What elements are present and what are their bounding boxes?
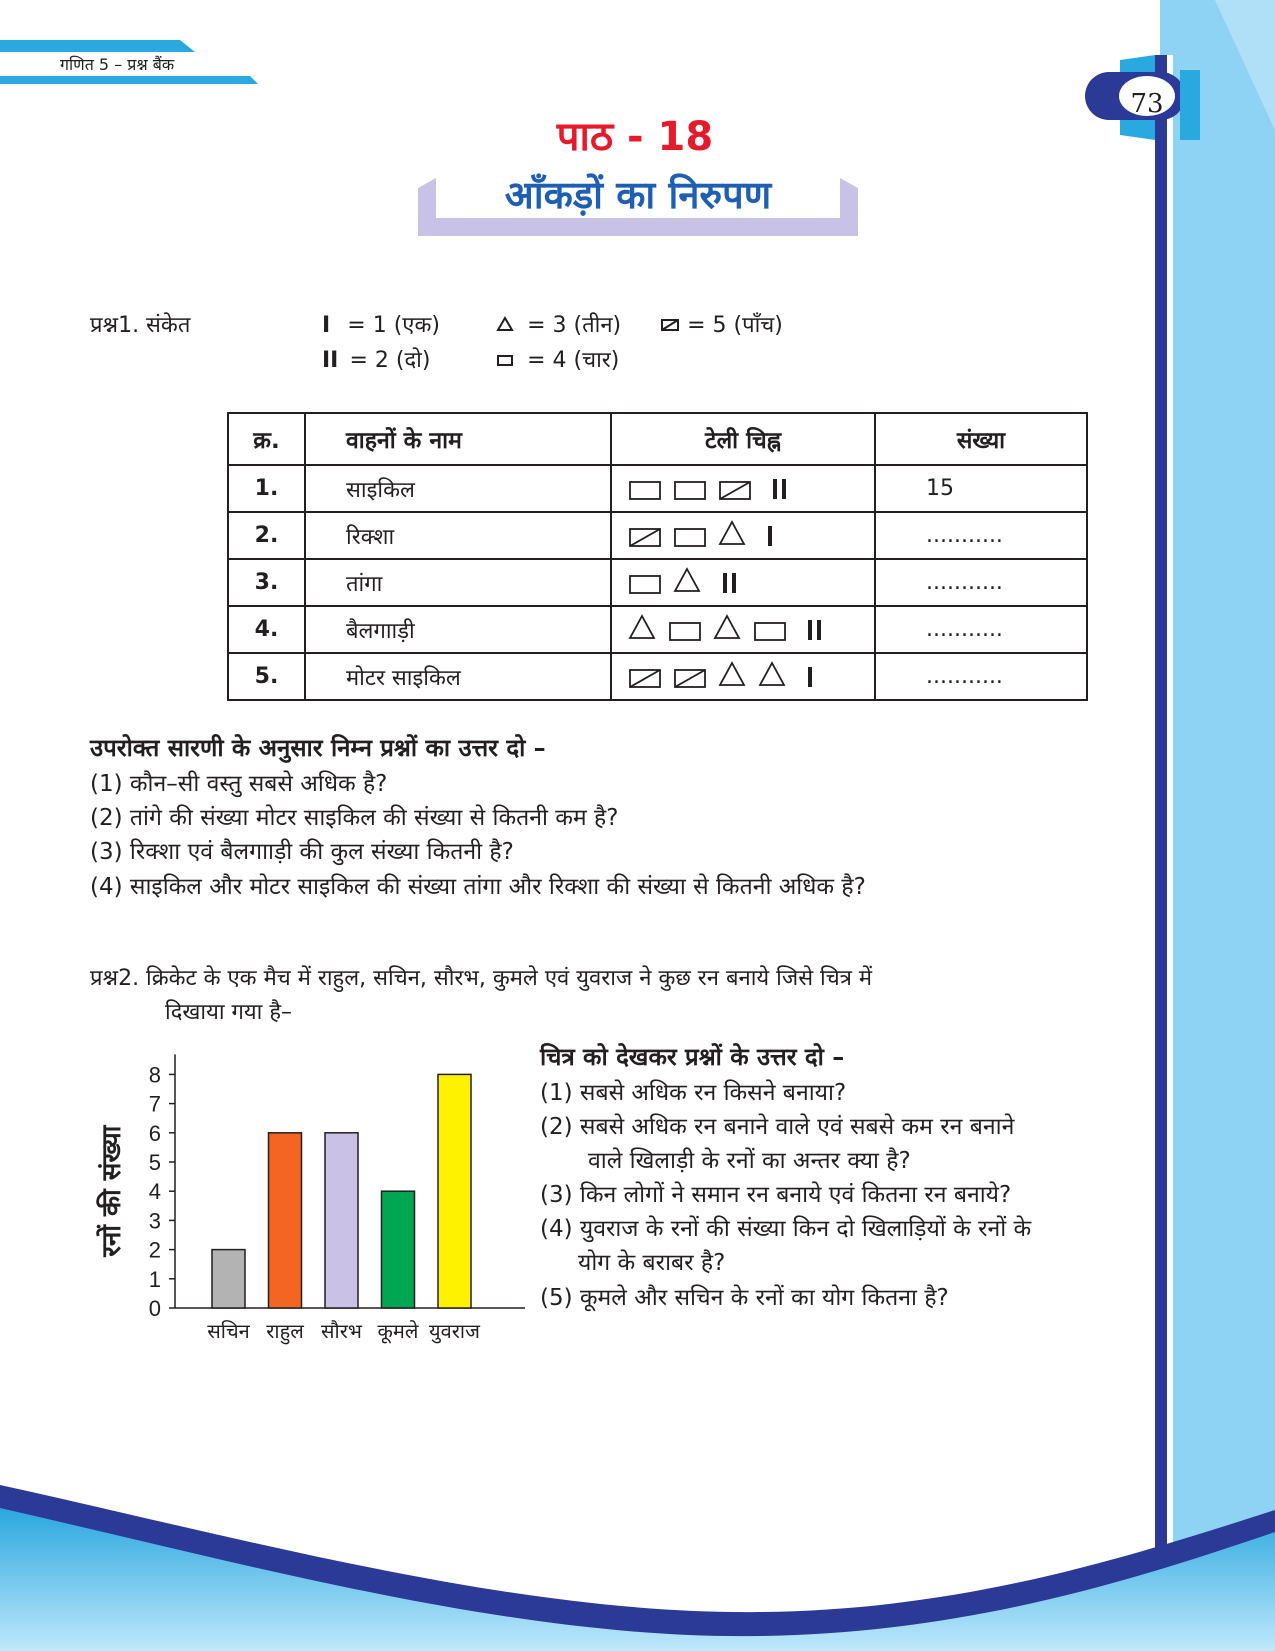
crossed-square-icon	[675, 670, 705, 687]
x-tick-label: सौरभ	[321, 1319, 362, 1343]
y-tick-label: 7	[148, 1091, 161, 1117]
y-tick-label: 8	[148, 1062, 161, 1088]
triangle-icon	[675, 569, 699, 591]
lesson-title: आँकड़ों का निरुपण	[504, 173, 772, 217]
q2-question-5: (5) कूमले और सचिन के रनों का योग कितना है?	[540, 1285, 949, 1311]
tally-one-icon	[808, 667, 812, 687]
triangle-icon	[496, 316, 514, 332]
tally-two-icon	[773, 479, 786, 499]
q2-question-3: (3) किन लोगों ने समान रन बनाये एवं कितना रन बनाये?	[540, 1182, 1012, 1208]
legend-symbol-two: II	[322, 348, 339, 373]
tally-one-icon	[768, 526, 772, 546]
q1-instruction: उपरोक्त सारणी के अनुसार निम्न प्रश्नों का उत्तर दो –	[90, 734, 546, 762]
table-row: 1. साइकिल 15	[228, 465, 1087, 512]
square-icon	[755, 623, 785, 640]
table-row: 2. रिक्शा ...........	[228, 512, 1087, 559]
triangle-icon	[760, 663, 784, 685]
tally-marks	[612, 469, 874, 509]
book-title: गणित 5 – प्रश्न बैंक	[60, 55, 175, 74]
triangle-icon	[630, 616, 654, 638]
bar	[269, 1133, 302, 1308]
bar	[212, 1250, 245, 1308]
square-icon	[675, 482, 705, 499]
bar	[325, 1133, 358, 1308]
legend-one: I = 1 (एक)	[322, 313, 440, 338]
crossed-square-icon	[630, 529, 660, 546]
crossed-square-icon	[660, 318, 680, 332]
x-tick-label: कूमले	[377, 1319, 419, 1343]
y-tick-label: 1	[148, 1266, 161, 1292]
y-axis-label: रनों की संख्या	[97, 1125, 127, 1257]
table-row: 3. तांगा ...........	[228, 559, 1087, 606]
col-header-count: संख्या	[875, 413, 1087, 465]
q2-intro-line2: दिखाया गया है–	[165, 1000, 293, 1025]
legend-four: = 4 (चार)	[496, 344, 619, 374]
col-header-no: क्र.	[228, 413, 305, 465]
legend-symbol-one: I	[322, 313, 331, 338]
tally-two-icon	[723, 573, 736, 593]
q2-question-4: (4) युवराज के रनों की संख्या किन दो खिलाड़ियों के रनों के	[540, 1216, 1032, 1242]
legend-three: = 3 (तीन)	[496, 309, 621, 339]
y-tick-label: 6	[148, 1120, 161, 1146]
square-icon	[630, 576, 660, 593]
q1-question-3: (3) रिक्शा एवं बैलगााड़ी की कुल संख्या कितनी है?	[90, 839, 514, 865]
tally-marks	[612, 516, 874, 556]
bottom-wave-decoration	[0, 1440, 1275, 1651]
y-tick-label: 0	[148, 1296, 161, 1321]
square-icon	[675, 529, 705, 546]
tally-marks	[612, 563, 874, 603]
crossed-square-icon	[720, 482, 750, 499]
triangle-icon	[720, 522, 744, 544]
tally-two-icon	[808, 620, 821, 640]
q2-intro-line1: प्रश्न2. क्रिकेट के एक मैच में राहुल, सचिन, सौरभ, कुमले एवं युवराज ने कुछ रन बनाये जिसे चित्र में	[90, 966, 873, 991]
page-side-decoration	[1120, 0, 1275, 1651]
q1-question-1: (1) कौन–सी वस्तु सबसे अधिक है?	[90, 771, 388, 797]
y-tick-label: 5	[148, 1150, 161, 1175]
tally-marks	[612, 610, 874, 650]
q1-question-2: (2) तांगे की संख्या मोटर साइकिल की संख्या से कितनी कम है?	[90, 805, 619, 831]
table-row: 5. मोटर साइकिल ...........	[228, 653, 1087, 700]
q2-question-1: (1) सबसे अधिक रन किसने बनाया?	[540, 1080, 847, 1106]
bar	[438, 1074, 471, 1308]
runs-bar-chart	[90, 1030, 530, 1360]
y-tick-label: 3	[148, 1208, 161, 1234]
table-row: 4. बैलगााड़ी ...........	[228, 606, 1087, 653]
q1-question-4: (4) साइकिल और मोटर साइकिल की संख्या तांगा और रिक्शा की संख्या से कितनी अधिक है?	[90, 874, 866, 900]
square-icon	[630, 482, 660, 499]
y-tick-label: 4	[148, 1179, 161, 1205]
x-tick-label: युवराज	[429, 1319, 480, 1343]
q2-instruction: चित्र को देखकर प्रश्नों के उत्तर दो –	[540, 1043, 845, 1071]
col-header-tally: टेली चिह्न	[611, 413, 875, 465]
square-icon	[496, 353, 514, 367]
x-tick-label: सचिन	[207, 1319, 250, 1343]
lesson-number: पाठ - 18	[556, 114, 714, 160]
crossed-square-icon	[630, 670, 660, 687]
q2-question-2-cont: वाले खिलाड़ी के रनों का अन्तर क्या है?	[588, 1148, 911, 1174]
legend-five: = 5 (पाँच)	[660, 309, 783, 339]
tally-marks	[612, 657, 874, 697]
table-header-row	[228, 413, 1087, 465]
q2-question-4-cont: योग के बराबर है?	[578, 1250, 726, 1276]
triangle-icon	[720, 663, 744, 685]
col-header-name: वाहनों के नाम	[305, 413, 611, 465]
q1-label: प्रश्न1. संकेत	[90, 313, 191, 338]
legend-two: II = 2 (दो)	[322, 348, 431, 373]
q2-question-2: (2) सबसे अधिक रन बनाने वाले एवं सबसे कम रन बनाने	[540, 1114, 1015, 1140]
triangle-icon	[715, 616, 739, 638]
y-tick-label: 2	[148, 1237, 161, 1263]
tally-table	[227, 412, 1088, 701]
page-number: 73	[1130, 89, 1164, 119]
square-icon	[670, 623, 700, 640]
x-tick-label: राहुल	[266, 1319, 304, 1343]
bar	[382, 1191, 415, 1308]
